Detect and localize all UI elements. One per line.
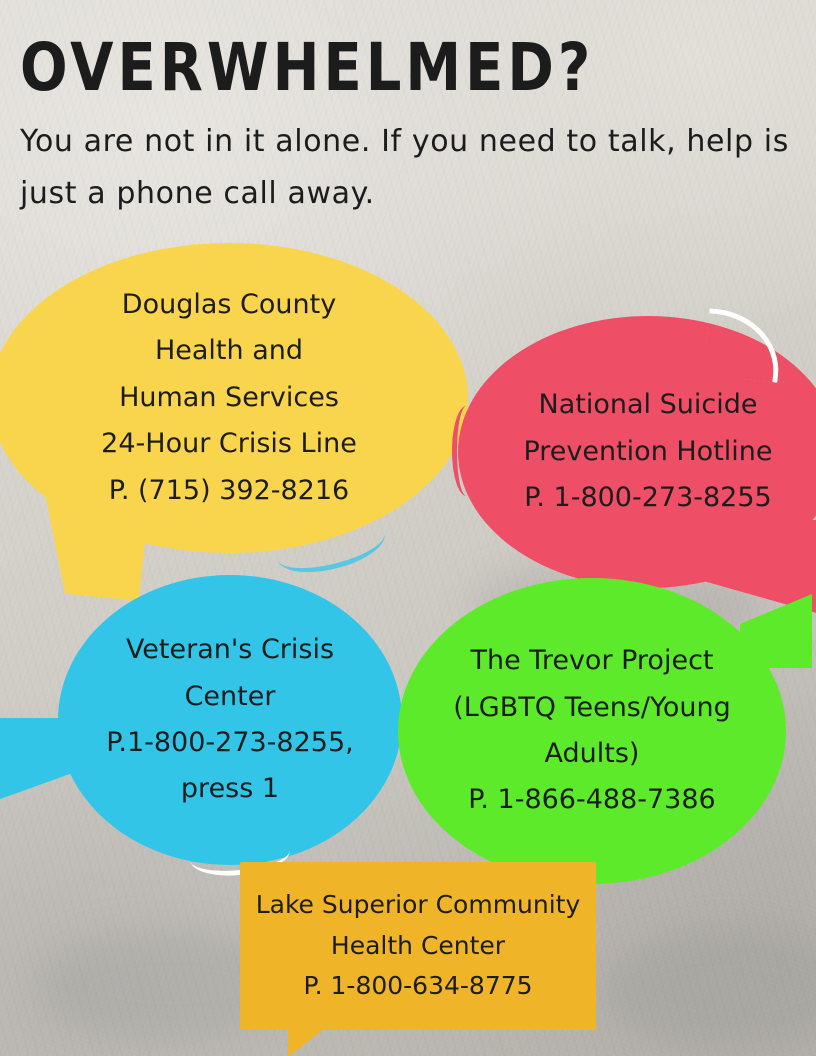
bubble-line: P. (715) 392-8216 — [108, 474, 350, 506]
bubble-line: (LGBTQ Teens/Young — [453, 691, 731, 723]
speech-bubble-trevor-project — [398, 578, 786, 884]
speech-bubble-veterans-crisis-center — [58, 575, 402, 865]
bubble-line: P. 1-800-634-8775 — [303, 971, 533, 1001]
page-subtitle: You are not in it alone. If you need to talk, help is just a phone call away. — [20, 124, 789, 211]
bubble-line: press 1 — [180, 773, 280, 805]
bubble-line: Prevention Hotline — [523, 435, 773, 467]
bubble-line: Health Center — [330, 930, 506, 960]
bubble-line: Human Services — [119, 381, 339, 413]
bubble-line: P.1-800-273-8255, — [106, 727, 354, 758]
speech-bubble-lake-superior-community-health-center — [240, 862, 596, 1030]
bubble-line: The Trevor Project — [470, 645, 714, 677]
bubble-line: National Suicide — [538, 389, 758, 421]
bubble-edge-national-suicide-prevention — [452, 406, 481, 496]
bubble-line: P. 1-800-273-8255 — [524, 482, 772, 514]
bubble-line: P. 1-866-488-7386 — [468, 784, 716, 816]
bubble-highlight-national-suicide-prevention — [703, 308, 785, 382]
bubble-line: Health and — [154, 335, 304, 367]
bubble-line: Veteran's Crisis — [125, 634, 335, 666]
bubble-line: Douglas County — [121, 288, 337, 320]
speech-bubble-douglas-county — [0, 243, 468, 553]
bubble-line: 24-Hour Crisis Line — [101, 428, 357, 460]
speech-bubble-tail-lake-superior-community-health-center — [288, 1029, 324, 1056]
bubble-line: Lake Superior Community — [255, 890, 581, 920]
page-title: OVERWHELMED? — [20, 30, 595, 107]
bubble-line: Center — [184, 680, 276, 712]
bubble-line: Adults) — [544, 738, 640, 769]
background-smudge-3 — [600, 930, 816, 1050]
